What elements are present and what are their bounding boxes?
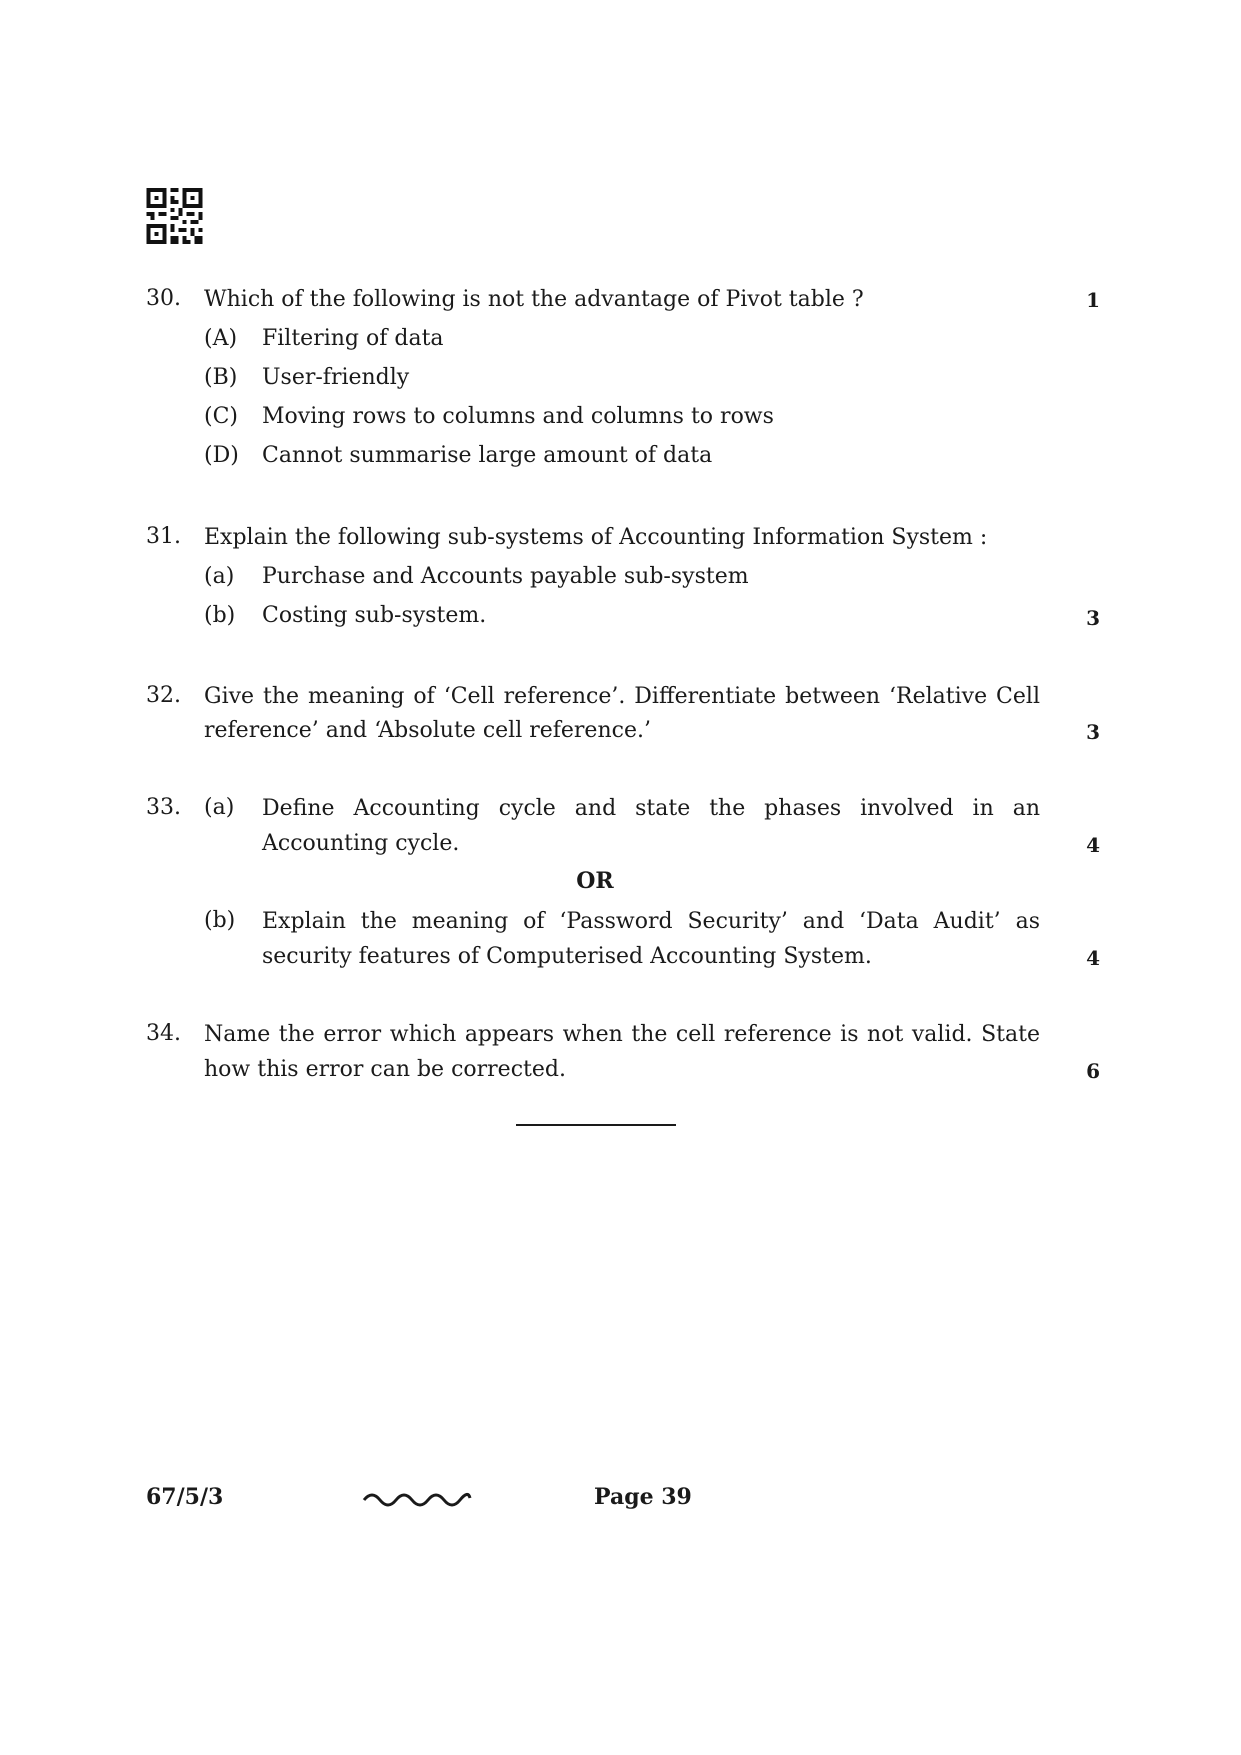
option-a-text: Filtering of data [262,326,444,351]
question-34-line-1: Name the error which appears when the cell reference is not valid. State [204,1022,1040,1047]
or-divider: OR [576,868,614,894]
question-33-a-marks: 4 [1086,833,1100,857]
question-33-number: 33. [146,795,181,820]
option-b-text: User-friendly [262,365,410,390]
option-c-text: Moving rows to columns and columns to rows [262,404,774,429]
question-30-marks: 1 [1086,288,1100,312]
option-a-label: (A) [204,326,238,351]
part-a-label: (a) [204,564,235,589]
question-33-b-marks: 4 [1086,946,1100,970]
end-of-paper-rule [516,1124,676,1126]
part-b-label: (b) [204,603,236,628]
paper-code: 67/5/3 [146,1484,224,1510]
option-d-text: Cannot summarise large amount of data [262,443,713,468]
question-33-a-label: (a) [204,795,235,820]
question-30-number: 30. [146,286,181,311]
part-a-text: Purchase and Accounts payable sub-system [262,564,749,589]
question-32-marks: 3 [1086,720,1100,744]
question-34-number: 34. [146,1021,181,1046]
question-33-a-line-2: Accounting cycle. [262,831,460,856]
question-31-number: 31. [146,524,181,549]
question-32-line-2: reference’ and ‘Absolute cell reference.’ [204,718,651,743]
option-d-label: (D) [204,443,239,468]
question-34-line-2: how this error can be corrected. [204,1057,566,1082]
option-c-label: (C) [204,404,238,429]
page-number: Page 39 [594,1484,692,1510]
qr-code [146,188,203,244]
question-33-b-line-2: security features of Computerised Accounting System. [262,944,872,969]
part-b-text: Costing sub-system. [262,603,487,628]
question-31-marks: 3 [1086,606,1100,630]
option-b-label: (B) [204,365,238,390]
question-33-b-line-1: Explain the meaning of ‘Password Security’ and ‘Data Audit’ as [262,909,1040,934]
question-32-line-1: Give the meaning of ‘Cell reference’. Differentiate between ‘Relative Cell [204,684,1040,709]
wave-separator-icon [362,1488,472,1508]
question-33-a-line-1: Define Accounting cycle and state the phases involved in an [262,796,1040,821]
question-30-text: Which of the following is not the advantage of Pivot table ? [204,287,864,312]
question-31-text: Explain the following sub-systems of Accounting Information System : [204,525,988,550]
question-33-b-label: (b) [204,908,236,933]
question-32-number: 32. [146,683,181,708]
question-34-marks: 6 [1086,1059,1100,1083]
